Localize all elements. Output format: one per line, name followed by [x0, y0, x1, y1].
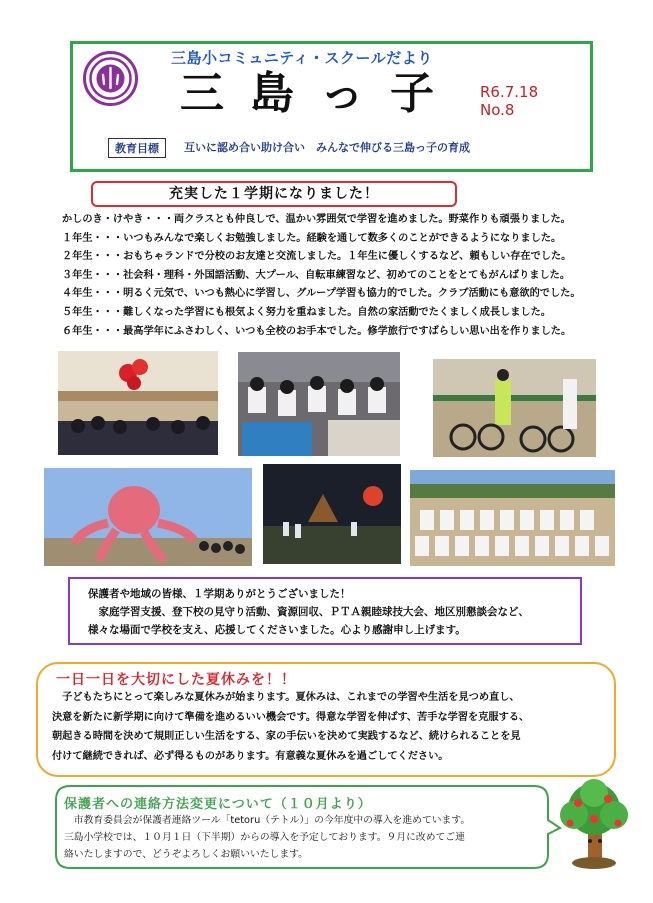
term-summary-line: ６年生・・・最高学年にふさわしく、いつも全校のお手本でした。修学旅行ですばらしい思い出を作りました。 [62, 325, 572, 337]
summer-line: 子どもたちにとって楽しみな夏休みが始まります。夏休みは、これまでの学習や生活を見つめ直し、 [52, 692, 520, 703]
newsletter-subtitle: 三島小コミュニティ・スクールだより [171, 49, 433, 67]
photo-bicycle-practice [433, 359, 596, 457]
thanks-line: 家庭学習支援、登下校の見守り活動、資源回収、ＰＴＡ親睦球技大会、地区別懇談会など、 [88, 606, 529, 618]
education-goal-text: 互いに認め合い助け合い みんなで伸びる三島っ子の育成 [184, 141, 470, 154]
photo-octopus-playground [44, 468, 252, 566]
tree-mascot-icon [552, 779, 636, 875]
newsletter-title: 三島っ子 [180, 68, 460, 119]
school-emblem-icon [82, 50, 139, 107]
term-summary-line: １年生・・・いつもみんなで楽しくお勉強しました。経験を通して数多くのことができるようになりました。 [62, 232, 562, 244]
contact-line: 市教育委員会が保護者連絡ツール「tetoru（テトル）」の今年度中の導入を進めています。 [64, 815, 471, 826]
issue-date: R6.7.18 [480, 83, 539, 101]
summer-vacation-body [52, 688, 608, 766]
photo-class-group [410, 470, 615, 566]
term-summary-line: ２年生・・・おもちゃランドで分校のお友達と交流しました。１年生に優しくするなど、頼もしい存在でした。 [62, 251, 572, 263]
contact-line: 絡いたしますので、どうぞよろしくお願いいたします。 [64, 849, 308, 860]
summer-vacation-heading: 一日一日を大切にした夏休みを！！ [56, 672, 296, 688]
thanks-notice [68, 577, 582, 645]
summer-line: 付けて継続できれば、必ず得るものがあります。有意義な夏休みを過ごしてください。 [52, 750, 449, 762]
term-summary-line: かしのき・けやき・・・両クラスとも仲良しで、温かい雰囲気で学習を進めました。野菜作りも頑張りました。 [62, 214, 571, 225]
photo-night-campfire [263, 464, 401, 564]
issue-number: No.8 [480, 101, 515, 119]
contact-change-body [64, 812, 542, 863]
thanks-line: 保護者や地域の皆様、１学期ありがとうございました！ [88, 588, 351, 600]
summer-line: 朝起きる時間を決めて規則正しい生活をする、家の手伝いを決めて実践するなど、続けられることを見 [52, 731, 521, 742]
term-summary-line: ４年生・・・明るく元気で、いつも熱心に学習し、グループ学習も協力的でした。クラブ活動にも意欲的でした。 [62, 288, 581, 300]
term-summary-heading: 充実した１学期になりました！ [91, 181, 457, 207]
photo-children-activity [238, 352, 400, 456]
photo-balloon-ceremony [58, 351, 218, 455]
thanks-line: 様々な場面で学校を支え、応援してくださいました。心より感謝申し上げます。 [88, 624, 466, 636]
contact-change-heading: 保護者への連絡方法変更について（１０月より） [64, 797, 372, 812]
summer-line: 決意を新たに新学期に向けて準備を進めるいい機会です。得意な学習を伸ばす、苦手な学習を克服する、 [52, 711, 530, 723]
term-summary-body [62, 211, 622, 341]
education-goal-label: 教育目標 [108, 138, 166, 158]
term-summary-line: ５年生・・・難しくなった学習にも根気よく努力を重ねました。自然の家活動でたくましく成長しました。 [62, 306, 551, 318]
term-summary-line: ３年生・・・社会科・理科・外国語活動、大プール、自転車練習など、初めてのことをとてもがんばりました。 [62, 269, 571, 281]
contact-line: 三島小学校では、１０月１日（下半期）からの導入を予定しております。９月に改めてご連 [64, 832, 465, 843]
